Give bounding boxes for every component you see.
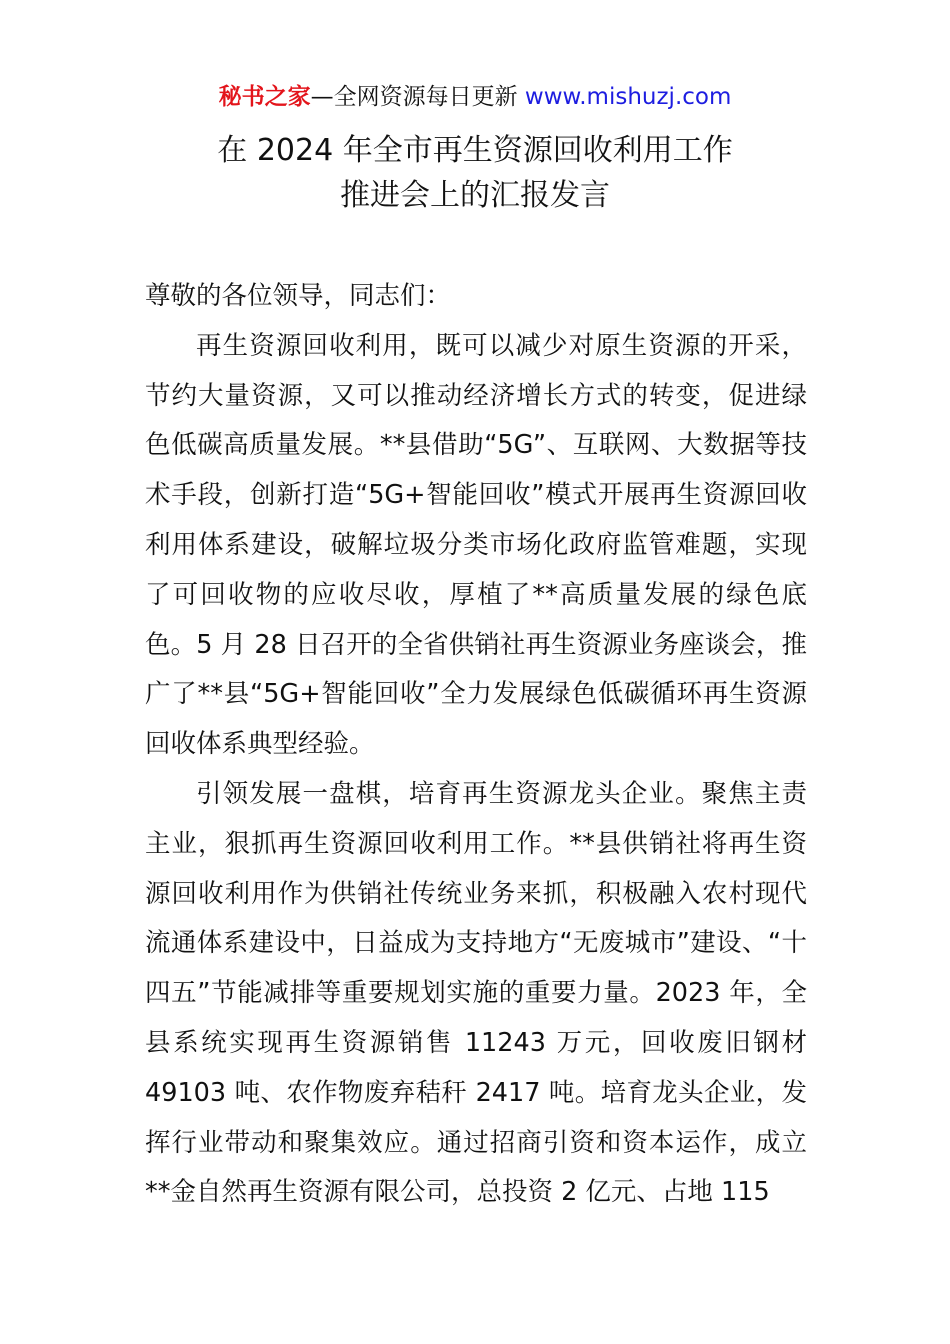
site-url-link[interactable]: www.mishuzj.com <box>524 84 732 110</box>
document-title-line-1: 在 2024 年全市再生资源回收利用工作 <box>217 133 733 168</box>
site-header <box>0 82 950 112</box>
site-brand: 秘书之家 <box>218 84 311 110</box>
site-tagline: —全网资源每日更新 <box>310 84 525 110</box>
body-paragraph-2: 引领发展一盘棋，培育再生资源龙头企业。聚焦主责主业，狠抓再生资源回收利用工作。**县供销社将再生资源回收利用作为供销社传统业务来抓，积极融入农村现代流通体系建设中，日益成为支持地方“无废城市”建设、“十四五”节能减排等重要规划实施的重要力量。2023 年，全县系统实现再生资源销售 11243 万元，回收废旧钢材 49103 吨、农作物废弃秸秆 2417 吨。培育龙头企业，发挥行业带动和聚集效应。通过招商引资和资本运作，成立**金自然再生资源有限公司，总投资 2 亿元、占地 115 <box>145 778 807 1208</box>
body-paragraph-1: 再生资源回收利用，既可以减少对原生资源的开采，节约大量资源，又可以推动经济增长方式的转变，促进绿色低碳高质量发展。**县借助“5G”、互联网、大数据等技术手段，创新打造“5G+智能回收”模式开展再生资源回收利用体系建设，破解垃圾分类市场化政府监管难题，实现了可回收物的应收尽收，厚植了**高质量发展的绿色底色。5 月 28 日召开的全省供销社再生资源业务座谈会，推广了**县“5G+智能回收”全力发展绿色低碳循环再生资源回收体系典型经验。 <box>145 330 807 760</box>
document-title-line-2: 推进会上的汇报发言 <box>340 178 610 213</box>
document-title <box>0 128 950 218</box>
salutation: 尊敬的各位领导，同志们： <box>145 281 452 311</box>
document-body <box>145 272 807 1218</box>
